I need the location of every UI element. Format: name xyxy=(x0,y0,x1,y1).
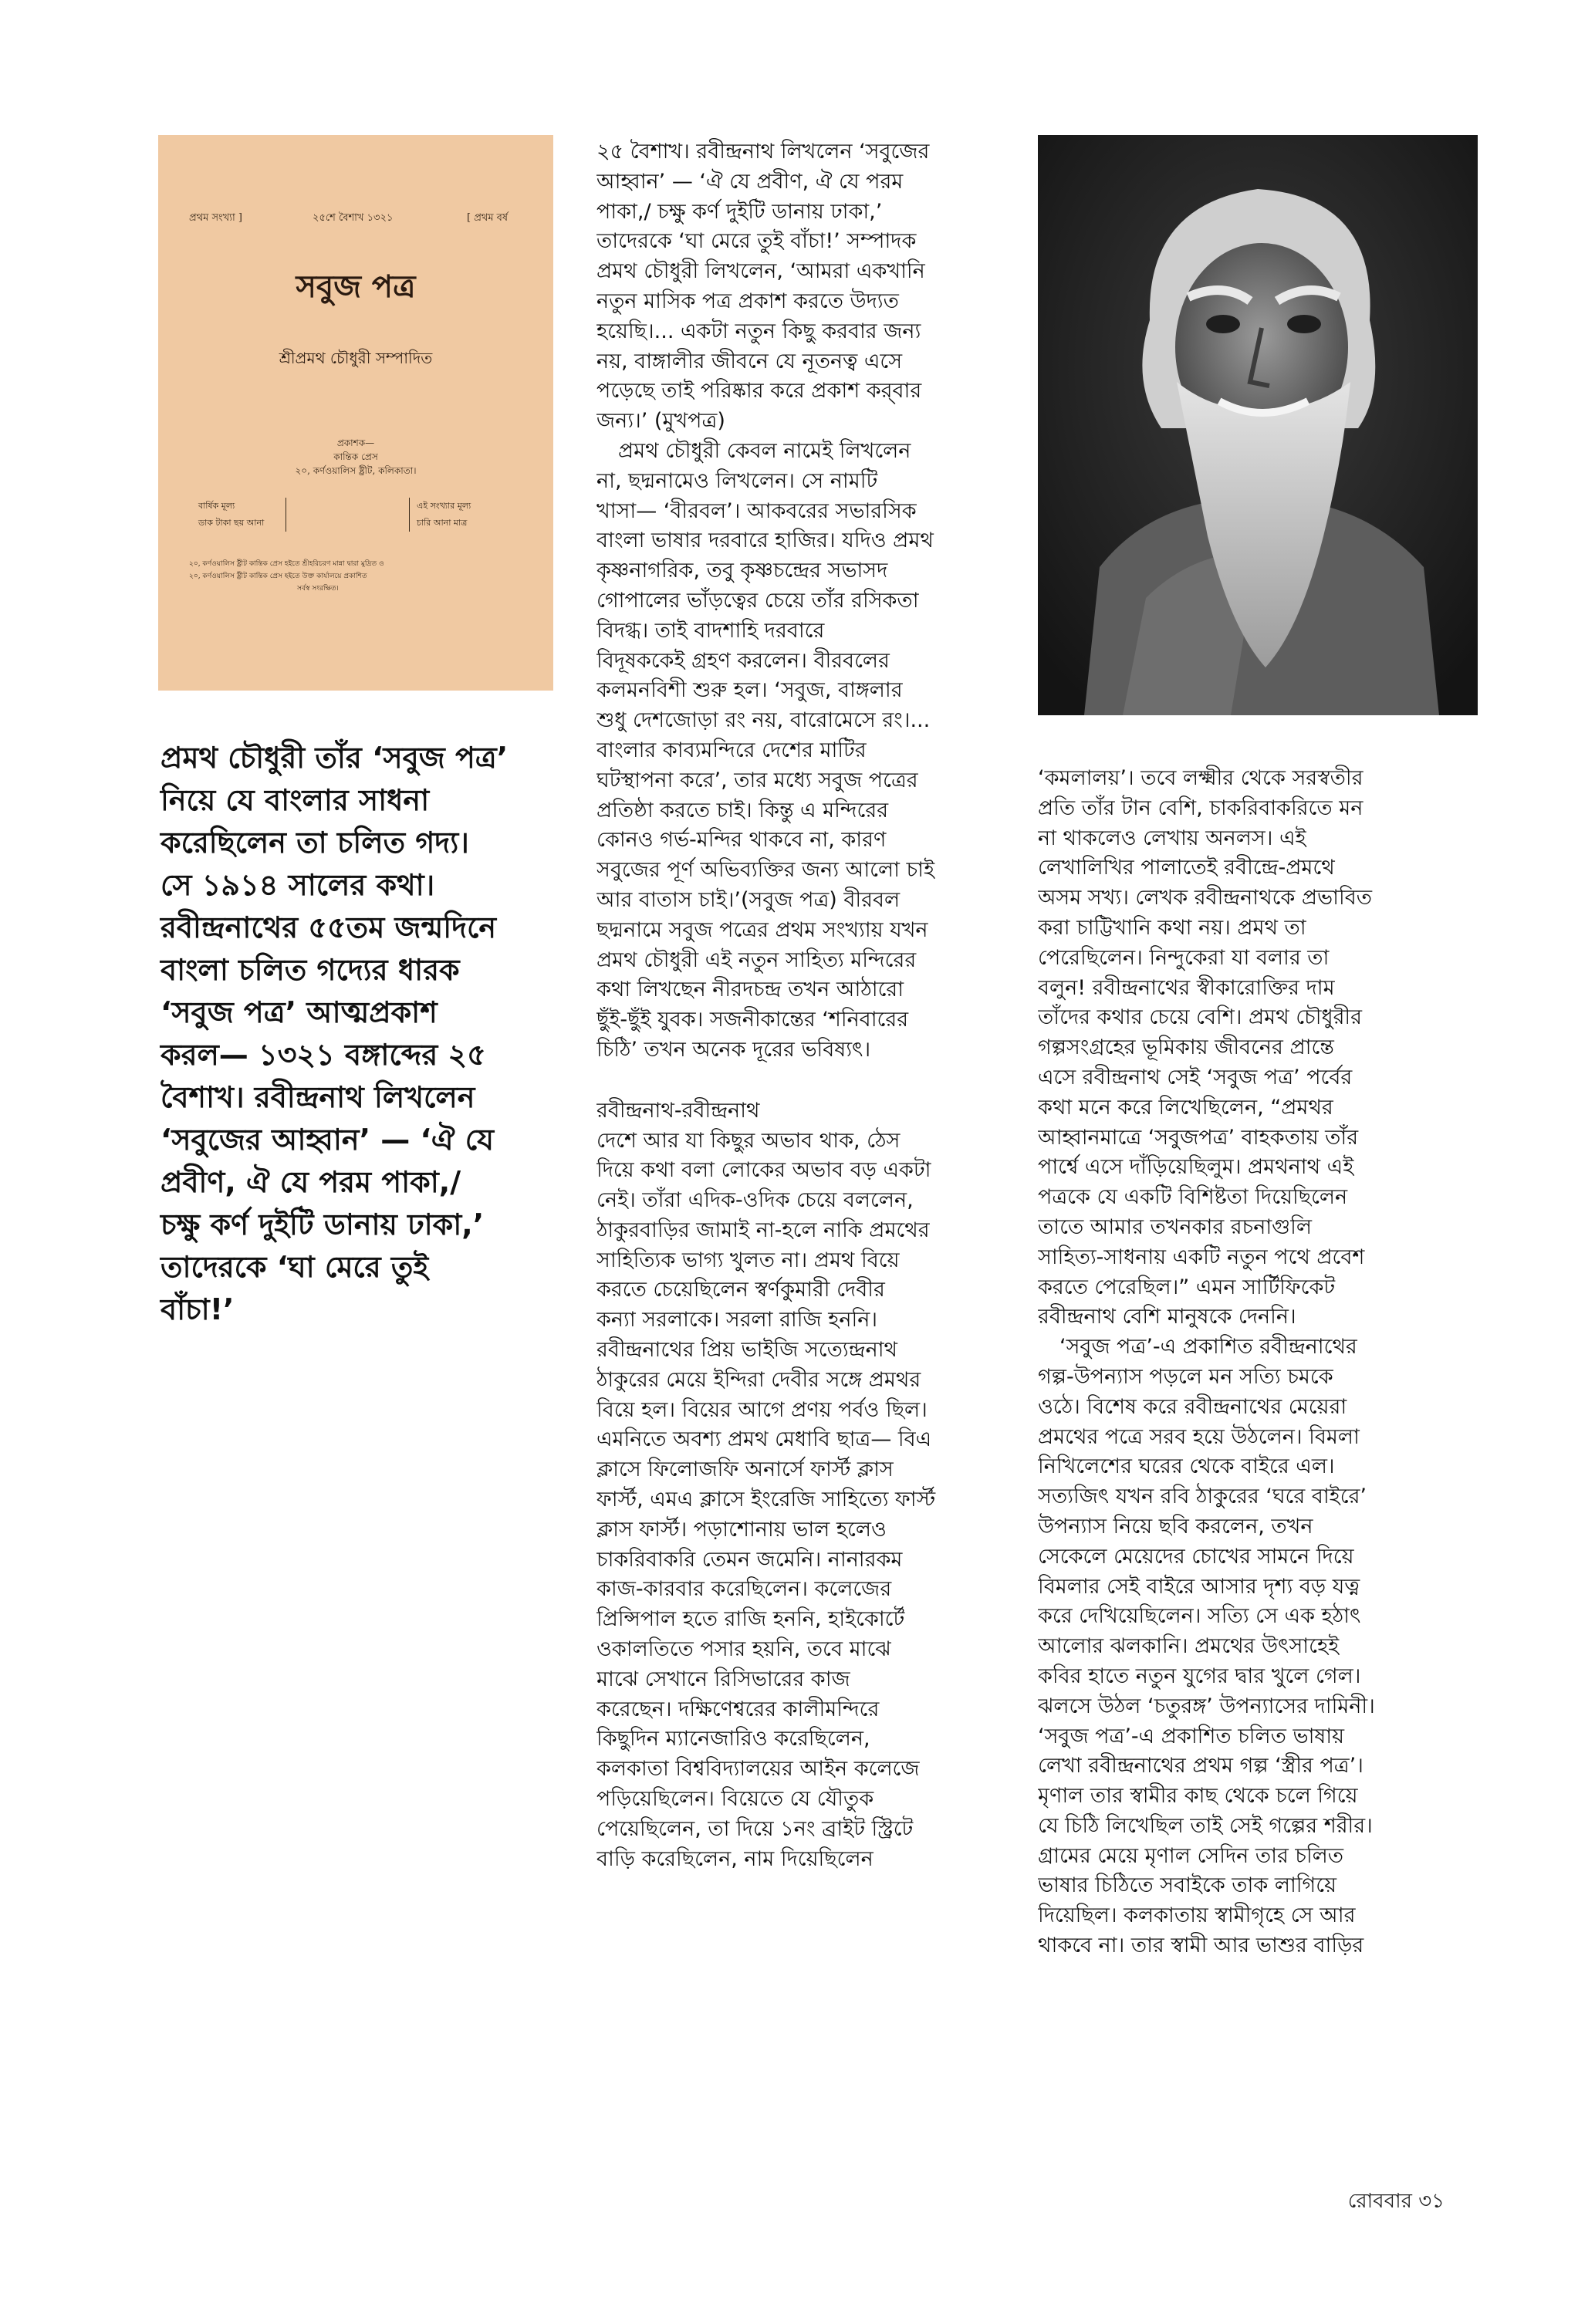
cover-price-line: এই সংখ্যার মূল্য xyxy=(417,501,471,511)
body-line: করতে পেরেছিল।” এমন সার্টিফিকেট xyxy=(1038,1275,1336,1299)
body-line: কথা লিখছেন নীরদচন্দ্র তখন আঠারো xyxy=(596,978,904,1002)
body-line: গল্প-উপন্যাস পড়লে মন সত্যি চমকে xyxy=(1038,1364,1333,1389)
body-line: বিদূষককেই গ্রহণ করলেন। বীরবলের xyxy=(596,648,890,673)
body-line: রবীন্দ্রনাথের প্রিয় ভাইজি সত্যেন্দ্রনাথ xyxy=(596,1338,898,1363)
body-line: গ্রামের মেয়ে মৃণাল সেদিন তার চলিত xyxy=(1038,1843,1344,1868)
cover-publisher-line: কান্তিক প্রেস xyxy=(333,451,378,462)
body-line: ক্লাস ফার্স্ট। পড়াশোনায় ভাল হলেও xyxy=(596,1517,887,1542)
body-line: জন্য।’ (মুখপত্র) xyxy=(596,409,725,434)
body-line: দেশে আর যা কিছুর অভাব থাক, ঠেস xyxy=(596,1128,901,1153)
body-line: বাড়ি করেছিলেন, নাম দিয়েছিলেন xyxy=(596,1846,874,1871)
body-line: পাকা,/ চক্ষু কর্ণ দুইটি ডানায় ঢাকা,’ xyxy=(596,199,883,224)
body-line: সেকেলে মেয়েদের চোখের সামনে দিয়ে xyxy=(1038,1544,1354,1569)
body-line: পত্রকে যে একটি বিশিষ্টতা দিয়েছিলেন xyxy=(1038,1185,1348,1210)
body-line: চাকরিবাকরি তেমন জমেনি। নানারকম xyxy=(596,1547,903,1572)
pull-quote-line: প্রমথ চৌধুরী তাঁর ‘সবুজ পত্র’ xyxy=(161,741,509,775)
pull-quote-line: তাদেরকে ‘ঘা মেরে তুই xyxy=(161,1250,429,1284)
body-line: বাংলা ভাষার দরবারে হাজির। যদিও প্রমথ xyxy=(596,529,934,553)
body-line: কাজ-কারবার করেছিলেন। কলেজের xyxy=(596,1577,892,1602)
section-gap xyxy=(596,1066,1002,1096)
body-line: প্রতিষ্ঠা করতে চাই। কিন্তু এ মন্দিরের xyxy=(596,798,889,823)
cover-issue-number: প্রথম সংখ্যা ] xyxy=(189,212,242,224)
body-line: নয়, বাঙ্গালীর জীবনে যে নূতনত্ব এসে xyxy=(596,349,903,373)
body-line: সবুজের পূর্ণ অভিব্যক্তির জন্য আলো চাই xyxy=(596,858,935,883)
body-line: প্রমথের পত্রে সরব হয়ে উঠলেন। বিমলা xyxy=(1038,1424,1360,1449)
body-line: ঠাকুরের মেয়ে ইন্দিরা দেবীর সঙ্গে প্রমথর xyxy=(596,1367,921,1392)
body-line: না, ছদ্মনামেও লিখলেন। সে নামটি xyxy=(596,468,878,493)
pull-quote-line: প্রবীণ, ঐ যে পরম পাকা,/ xyxy=(161,1165,461,1199)
pull-quote-line: ‘সবুজ পত্র’ আত্মপ্রকাশ xyxy=(161,995,438,1029)
body-line: করা চাট্টিখানি কথা নয়। প্রমথ তা xyxy=(1038,915,1306,940)
cover-price-line: ডাক টাকা ছয় আনা xyxy=(198,518,265,528)
article-column-middle xyxy=(596,137,1002,1874)
body-line: হয়েছি।... একটা নতুন কিছু করবার জন্য xyxy=(596,319,921,343)
body-line: তাদেরকে ‘ঘা মেরে তুই বাঁচা!’ সম্পাদক xyxy=(596,229,917,254)
cover-imprint-line: সর্বস্ব সংরক্ষিত। xyxy=(297,585,339,593)
body-line: বলুন! রবীন্দ্রনাথের স্বীকারোক্তির দাম xyxy=(1038,975,1335,1000)
body-line: ওঠে। বিশেষ করে রবীন্দ্রনাথের মেয়েরা xyxy=(1038,1394,1347,1419)
body-line: ‘কমলালয়’। তবে লক্ষ্মীর থেকে সরস্বতীর xyxy=(1038,766,1364,790)
body-line: দিয়েছিল। কলকাতায় স্বামীগৃহে সে আর xyxy=(1038,1903,1356,1928)
body-line: শুধু দেশজোড়া রং নয়, বারোমেসে রং।... xyxy=(596,708,931,733)
body-line: অসম সখ্য। লেখক রবীন্দ্রনাথকে প্রভাবিত xyxy=(1038,886,1373,910)
cover-editor: শ্রীপ্রমথ চৌধুরী সম্পাদিত xyxy=(279,349,433,367)
body-line: সাহিত্যিক ভাগ্য খুলত না। প্রমথ বিয়ে xyxy=(596,1248,900,1272)
cover-date: ২৫শে বৈশাখ ১৩২১ xyxy=(313,212,394,224)
body-line: নিখিলেশের ঘরের থেকে বাইরে এল। xyxy=(1038,1454,1335,1479)
cover-bracket-left xyxy=(286,498,288,532)
body-line: ক্লাসে ফিলোজফি অনার্সে ফার্স্ট ক্লাস xyxy=(596,1458,894,1482)
pull-quote-line: রবীন্দ্রনাথের ৫৫তম জন্মদিনে xyxy=(161,910,497,944)
body-line: এসে রবীন্দ্রনাথ সেই ‘সবুজ পত্র’ পর্বের xyxy=(1038,1065,1353,1089)
body-line: কিছুদিন ম্যানেজারিও করেছিলেন, xyxy=(596,1727,870,1751)
cover-title: সবুজ পত্র xyxy=(296,269,416,305)
body-line: কবির হাতে নতুন যুগের দ্বার খুলে গেল। xyxy=(1038,1664,1361,1688)
body-line: আহ্বান’ — ‘ঐ যে প্রবীণ, ঐ যে পরম xyxy=(596,169,904,194)
cover-publisher-line: প্রকাশক— xyxy=(336,437,375,448)
cover-publisher-line: ২০, কর্ণওয়ালিস ষ্ট্রীট, কলিকাতা। xyxy=(295,465,417,476)
pull-quote-line: বৈশাখ। রবীন্দ্রনাথ লিখলেন xyxy=(161,1080,475,1114)
cover-imprint-line: ২০, কর্ণওয়ালিস ষ্ট্রীট কান্তিক প্রেস হইতে শ্রীহরিচরণ মান্না দ্বারা মুদ্রিত ও xyxy=(189,560,384,568)
body-line: রবীন্দ্রনাথ বেশি মানুষকে দেননি। xyxy=(1038,1305,1296,1329)
pull-quote-line: ‘সবুজের আহ্বান’ — ‘ঐ যে xyxy=(161,1123,494,1157)
body-line: কথা মনে করে লিখেছিলেন, “প্রমথর xyxy=(1038,1095,1333,1120)
body-line: আলোর ঝলকানি। প্রমথের উৎসাহেই xyxy=(1038,1634,1340,1659)
body-line: চিঠি’ তখন অনেক দূরের ভবিষ্যৎ। xyxy=(596,1037,871,1062)
cover-year: [ প্রথম বর্ষ xyxy=(467,212,509,224)
pull-quote-line: সে ১৯১৪ সালের কথা। xyxy=(161,868,435,902)
body-line: উপন্যাস নিয়ে ছবি করলেন, তখন xyxy=(1038,1514,1313,1539)
body-line: যে চিঠি লিখেছিল তাই সেই গল্পের শরীর। xyxy=(1038,1813,1373,1838)
cover-annual-price xyxy=(198,498,264,532)
body-line: প্রিন্সিপাল হতে রাজি হননি, হাইকোর্টে xyxy=(596,1607,905,1632)
body-line: প্রমথ চৌধুরী লিখলেন, ‘আমরা একখানি xyxy=(596,259,925,284)
pull-quote-line: বাংলা চলিত গদ্যের ধারক xyxy=(161,953,460,987)
portrait-illustration xyxy=(1038,135,1478,715)
cover-price-line: চারি আনা মাত্র xyxy=(417,518,468,528)
body-line: দিয়ে কথা বলা লোকের অভাব বড় একটা xyxy=(596,1158,931,1183)
body-line: বিদগ্ধ। তাই বাদশাহি দরবারে xyxy=(596,618,825,643)
body-line: পেয়েছিলেন, তা দিয়ে ১নং ব্রাইট স্ট্রিটে xyxy=(596,1816,914,1841)
body-line: ফার্স্ট, এমএ ক্লাসে ইংরেজি সাহিত্যে ফার্স্ট xyxy=(596,1488,936,1512)
section-subheading: রবীন্দ্রনাথ-রবীন্দ্রনাথ xyxy=(596,1098,760,1123)
body-line: ঠাকুরবাড়ির জামাই না-হলে নাকি প্রমথের xyxy=(596,1218,930,1242)
body-line: লেখা রবীন্দ্রনাথের প্রথম গল্প ‘স্ত্রীর পত্র’। xyxy=(1038,1754,1364,1778)
body-line: পার্শ্বে এসে দাঁড়িয়েছিলুম। প্রমথনাথ এই xyxy=(1038,1155,1354,1180)
body-line: কোনও গর্ভ-মন্দির থাকবে না, কারণ xyxy=(596,828,887,853)
body-line: ‘সবুজ পত্র’-এ প্রকাশিত রবীন্দ্রনাথের xyxy=(1059,1335,1357,1360)
pull-quote xyxy=(161,737,562,1331)
body-line: পেরেছিলেন। নিন্দুকেরা যা বলার তা xyxy=(1038,945,1330,970)
cover-imprint xyxy=(189,558,530,595)
pull-quote-line: বাঁচা!’ xyxy=(161,1292,235,1326)
pull-quote-line: করেছিলেন তা চলিত গদ্য। xyxy=(161,826,469,860)
body-line: প্রমথ চৌধুরী এই নতুন সাহিত্য মন্দিরের xyxy=(596,948,917,972)
page-folio: রোববার ৩১ xyxy=(1347,2190,1445,2213)
body-line: ছদ্মনামে সবুজ পত্রের প্রথম সংখ্যায় যখন xyxy=(596,917,928,942)
body-line: ঘটস্থাপনা করে’, তার মধ্যে সবুজ পত্রের xyxy=(596,768,918,792)
cover-bracket-right xyxy=(409,498,411,532)
body-line: খাসা— ‘বীরবল’। আকবরের সভারসিক xyxy=(596,498,917,523)
body-line: লেখালিখির পালাতেই রবীন্দ্রে-প্রমথে xyxy=(1038,856,1335,880)
body-line: তাতে আমার তখনকার রচনাগুলি xyxy=(1038,1214,1312,1239)
body-line: বিমলার সেই বাইরে আসার দৃশ্য বড় যত্ন xyxy=(1038,1574,1360,1599)
body-line: গল্পসংগ্রহের ভূমিকায় জীবনের প্রান্তে xyxy=(1038,1035,1334,1060)
body-line: করতে চেয়েছিলেন স্বর্ণকুমারী দেবীর xyxy=(596,1278,885,1302)
body-line: মৃণাল তার স্বামীর কাছ থেকে চলে গিয়ে xyxy=(1038,1784,1358,1809)
pull-quote-line: নিয়ে যে বাংলার সাধনা xyxy=(161,783,430,817)
body-line: আর বাতাস চাই।’(সবুজ পত্র) বীরবল xyxy=(596,887,901,912)
body-line: নেই। তাঁরা এদিক-ওদিক চেয়ে বললেন, xyxy=(596,1188,914,1213)
pull-quote-line: করল— ১৩২১ বঙ্গাব্দের ২৫ xyxy=(161,1038,486,1072)
cover-publisher xyxy=(204,436,507,478)
cover-issue-price xyxy=(417,498,471,532)
body-line: করে দেখিয়েছিলেন। সত্যি সে এক হঠাৎ xyxy=(1038,1604,1361,1629)
body-line: কলমনবিশী শুরু হল। ‘সবুজ, বাঙ্গলার xyxy=(596,678,903,703)
body-line: থাকবে না। তার স্বামী আর ভাশুর বাড়ির xyxy=(1038,1934,1364,1958)
pull-quote-line: চক্ষু কর্ণ দুইটি ডানায় ঢাকা,’ xyxy=(161,1208,485,1241)
body-line: প্রমথ চৌধুরী কেবল নামেই লিখলেন xyxy=(618,438,911,463)
body-line: কলকাতা বিশ্ববিদ্যালয়ের আইন কলেজে xyxy=(596,1757,920,1782)
body-line: ২৫ বৈশাখ। রবীন্দ্রনাথ লিখলেন ‘সবুজের xyxy=(596,140,930,164)
body-line: কন্যা সরলাকে। সরলা রাজি হননি। xyxy=(596,1308,878,1333)
body-line: পড়েছে তাই পরিষ্কার করে প্রকাশ কর্‌বার xyxy=(596,379,922,404)
body-line: বাংলার কাব্যমন্দিরে দেশের মাটির xyxy=(596,738,867,762)
body-line: সাহিত্য-সাধনায় একটি নতুন পথে প্রবেশ xyxy=(1038,1245,1365,1269)
body-line: গোপালের ভাঁড়ত্বের চেয়ে তাঁর রসিকতা xyxy=(596,588,919,613)
body-line: নতুন মাসিক পত্র প্রকাশ করতে উদ্যত xyxy=(596,289,899,313)
cover-price-line: বার্ষিক মূল্য xyxy=(198,501,235,511)
body-line: কৃষ্ণনাগরিক, তবু কৃষ্ণচন্দ্রের সভাসদ xyxy=(596,559,888,583)
sabuj-patra-cover-image xyxy=(158,135,553,691)
body-line: এমনিতে অবশ্য প্রমথ মেধাবি ছাত্র— বিএ xyxy=(596,1427,932,1452)
body-line: আহ্বানমাত্রে ‘সবুজপত্র’ বাহকতায় তাঁর xyxy=(1038,1125,1359,1150)
body-line: তাঁদের কথার চেয়ে বেশি। প্রমথ চৌধুরীর xyxy=(1038,1005,1362,1030)
cover-imprint-line: ২০, কর্ণওয়ালিস ষ্ট্রীট কান্তিক প্রেস হইতে উক্ত কার্যালয়ে প্রকাশিত xyxy=(189,573,367,580)
body-line: ‘সবুজ পত্র’-এ প্রকাশিত চলিত ভাষায় xyxy=(1038,1724,1345,1748)
body-line: সত্যজিৎ যখন রবি ঠাকুরের ‘ঘরে বাইরে’ xyxy=(1038,1485,1367,1509)
body-line: পড়িয়েছিলেন। বিয়েতে যে যৌতুক xyxy=(596,1787,874,1812)
tagore-portrait-photo xyxy=(1038,135,1478,715)
article-column-right xyxy=(1038,764,1478,1961)
body-line: ঝলসে উঠল ‘চতুরঙ্গ’ উপন্যাসের দামিনী। xyxy=(1038,1694,1375,1718)
body-line: করেছেন। দক্ষিণেশ্বরের কালীমন্দিরে xyxy=(596,1697,880,1721)
body-line: না থাকলেও লেখায় অনলস। এই xyxy=(1038,826,1306,850)
body-line: বিয়ে হল। বিয়ের আগে প্রণয় পর্বও ছিল। xyxy=(596,1397,928,1422)
body-line: প্রতি তাঁর টান বেশি, চাকরিবাকরিতে মন xyxy=(1038,795,1364,820)
body-line: মাঝে সেখানে রিসিভারের কাজ xyxy=(596,1667,850,1691)
body-line: ভাষার চিঠিতে সবাইকে তাক লাগিয়ে xyxy=(1038,1873,1336,1898)
body-line: ওকালতিতে পসার হয়নি, তবে মাঝে xyxy=(596,1637,891,1662)
body-line: ছুঁই-ছুঁই যুবক। সজনীকান্তের ‘শনিবারের xyxy=(596,1008,909,1032)
